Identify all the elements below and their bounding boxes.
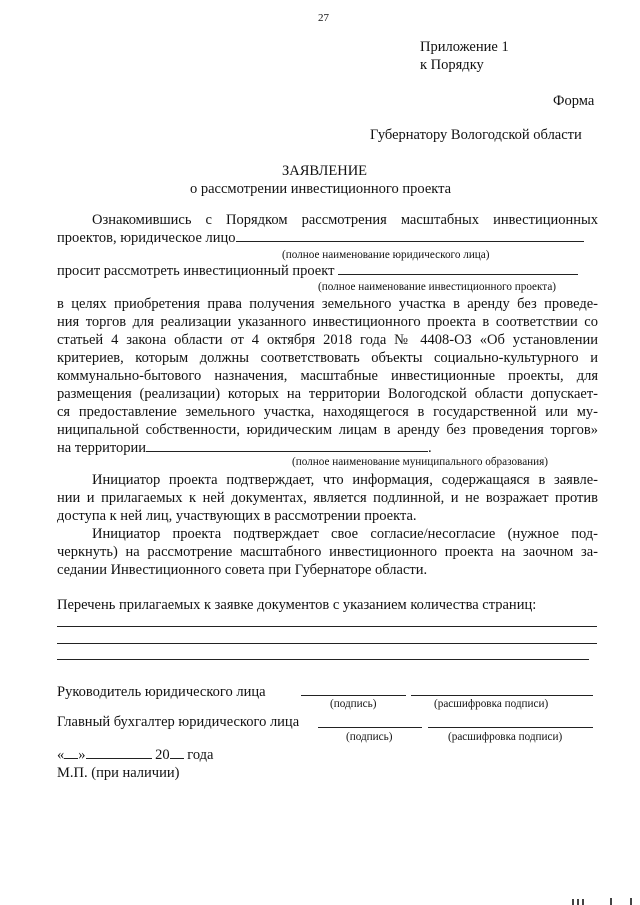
addressee: Губернатору Вологодской области	[370, 127, 582, 143]
scan-speck	[572, 899, 574, 905]
para1-line-1: Ознакомившись с Порядком рассмотрения масштабных инвестиционных	[92, 212, 598, 228]
para1-body-line: ся предоставление земельного участка, находящегося в государственной или му-	[57, 404, 598, 420]
appendix-line-1: Приложение 1	[420, 39, 509, 55]
documents-list-line-2[interactable]	[57, 643, 597, 644]
hint-project: (полное наименование инвестиционного проекта)	[318, 281, 557, 293]
para1-body-line: размещения (реализации) которых на территории Вологодской области допускает-	[57, 386, 598, 402]
scan-speck	[577, 899, 579, 905]
date-open-quote: «	[57, 747, 65, 763]
document-title: ЗАЯВЛЕНИЕ	[282, 163, 368, 179]
para2-line: доступа к ней лиц, участвующих в рассмотрении проекта.	[57, 508, 417, 524]
hint-legal-entity: (полное наименование юридического лица)	[282, 249, 490, 261]
scan-speck	[610, 898, 612, 905]
form-label: Форма	[553, 93, 595, 109]
date-year-field[interactable]	[170, 746, 184, 759]
accountant-decoding-field[interactable]	[428, 727, 593, 728]
para3-line: седании Инвестиционного совета при Губернаторе области.	[57, 562, 428, 578]
head-decoding-field[interactable]	[411, 695, 593, 696]
head-signature-hint: (подпись)	[330, 698, 377, 710]
para1-body-line: ниципальной собственности, юридическим лицам в аренду без проведения торгов»	[57, 422, 598, 438]
territory-field[interactable]	[146, 439, 428, 452]
para2-line: Инициатор проекта подтверждает, что информация, содержащаяся в заявле-	[92, 472, 598, 488]
date-close-quote: »	[78, 747, 86, 763]
date-day-field[interactable]	[64, 746, 78, 759]
page-number: 27	[318, 12, 329, 24]
para1-body-line: статьей 4 закона области от 4 октября 2018 года № 4408-ОЗ «Об установлении	[57, 332, 598, 348]
para1-body-line: коммунально-бытового назначения, масштабные инвестиционные проекты, для	[57, 368, 598, 384]
accountant-signature-hint: (подпись)	[346, 731, 393, 743]
date-year-suffix: года	[187, 747, 214, 763]
documents-list-label: Перечень прилагаемых к заявке документов с указанием количества страниц:	[57, 597, 537, 613]
para1-line-3	[57, 262, 578, 280]
appendix-line-2: к Порядку	[420, 57, 484, 73]
date-year-prefix: 20	[155, 747, 170, 763]
hint-municipal: (полное наименование муниципального образования)	[292, 456, 549, 468]
project-field[interactable]	[338, 262, 578, 275]
para3-line: черкнуть) на рассмотрение масштабного инвестиционного проекта на заочном за-	[57, 544, 598, 560]
para1-body-line: критериев, которым должны соответствовать объекты социально-культурного и	[57, 350, 598, 366]
para1-line-2	[57, 229, 584, 247]
project-label: просит рассмотреть инвестиционный проект	[57, 263, 335, 279]
territory-period: .	[428, 440, 432, 456]
document-subtitle: о рассмотрении инвестиционного проекта	[190, 181, 452, 197]
para1-body-line: ния торгов для реализации указанного инвестиционного проекта в соответствии со	[57, 314, 598, 330]
scan-speck	[582, 899, 584, 905]
para2-line: нии и прилагаемых к ней документах, является подлинной, и не возражает против	[57, 490, 598, 506]
para3-line: Инициатор проекта подтверждает свое согласие/несогласие (нужное под-	[92, 526, 598, 542]
accountant-decoding-hint: (расшифровка подписи)	[448, 731, 563, 743]
legal-entity-label: проектов, юридическое лицо	[57, 230, 236, 246]
accountant-label: Главный бухгалтер юридического лица	[57, 714, 300, 730]
head-signature-field[interactable]	[301, 695, 406, 696]
legal-entity-field[interactable]	[236, 229, 584, 242]
seal-note: М.П. (при наличии)	[57, 765, 180, 781]
date-line	[57, 746, 213, 764]
head-decoding-hint: (расшифровка подписи)	[434, 698, 549, 710]
documents-list-line-3[interactable]	[57, 659, 589, 660]
scan-speck	[630, 898, 632, 905]
documents-list-line-1[interactable]	[57, 626, 597, 627]
accountant-signature-field[interactable]	[318, 727, 422, 728]
head-label: Руководитель юридического лица	[57, 684, 266, 700]
para1-body-line: в целях приобретения права получения земельного участка в аренду без проведе-	[57, 296, 598, 312]
territory-line	[57, 439, 432, 457]
date-month-field[interactable]	[86, 746, 152, 759]
territory-label: на территории	[57, 440, 147, 456]
